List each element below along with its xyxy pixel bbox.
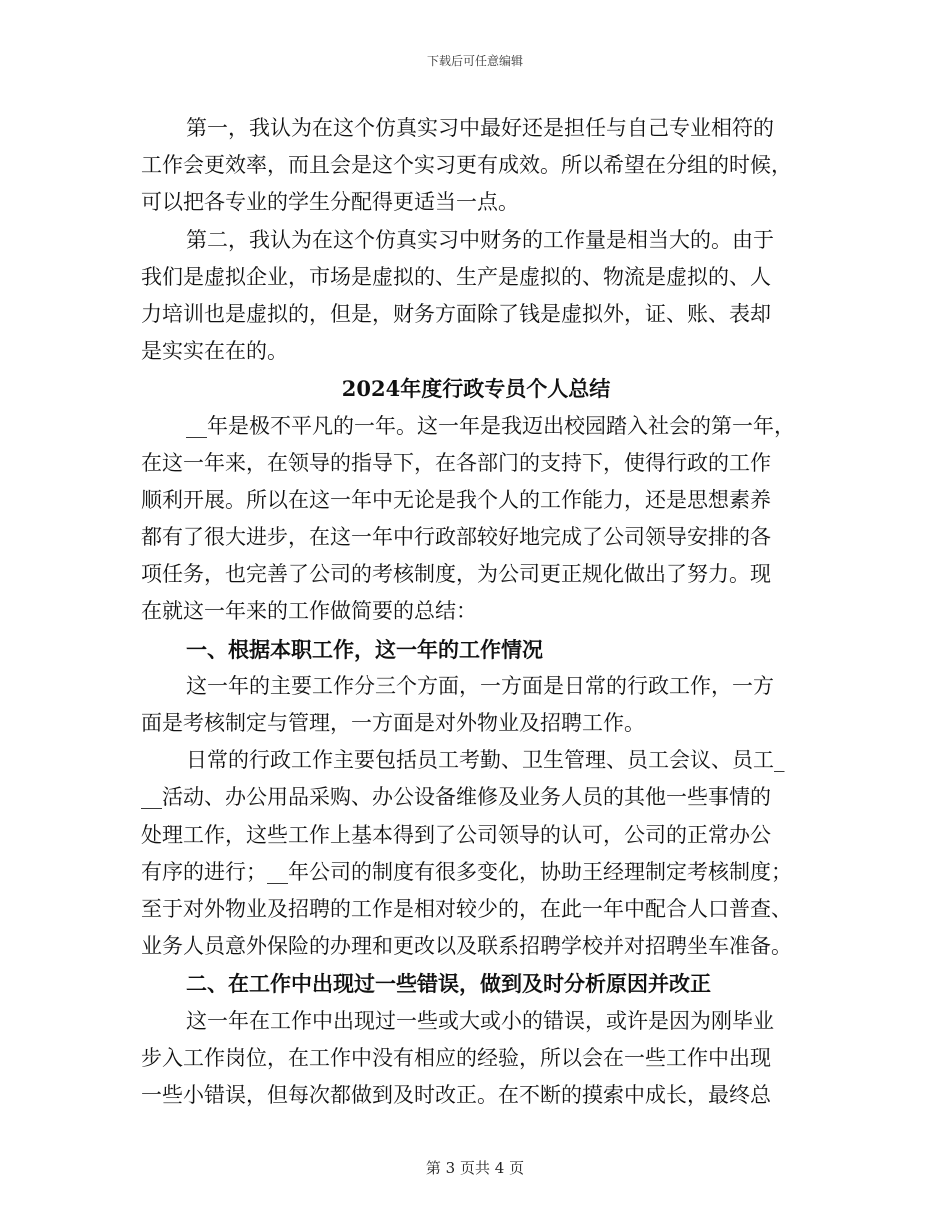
text-line: 可以把各专业的学生分配得更适当一点。	[141, 190, 519, 215]
page-number-footer: 第 3 页共 4 页	[425, 1159, 525, 1177]
section-heading: 一、根据本职工作，这一年的工作情况	[186, 636, 543, 662]
text-line: 在这一年来，在领导的指导下，在各部门的支持下，使得行政的工作	[141, 450, 771, 475]
text-line: 第二，我认为在这个仿真实习中财务的工作量是相当大的。由于	[186, 227, 774, 252]
text-line: 项任务，也完善了公司的考核制度，为公司更正规化做出了努力。现	[141, 562, 771, 587]
document-title: 2024年度行政专员个人总结	[341, 376, 611, 402]
text-line: 有序的进行；__年公司的制度有很多变化，协助王经理制定考核制度；	[141, 859, 792, 884]
text-line: 至于对外物业及招聘的工作是相对较少的，在此一年中配合人口普查、	[141, 896, 792, 921]
text-line: 业务人员意外保险的办理和更改以及联系招聘学校并对招聘坐车准备。	[141, 934, 792, 959]
text-line: 在就这一年来的工作做简要的总结：	[141, 599, 477, 624]
text-line: 一些小错误，但每次都做到及时改正。在不断的摸索中成长，最终总	[141, 1082, 771, 1107]
text-line: 力培训也是虚拟的，但是，财务方面除了钱是虚拟外，证、账、表却	[141, 301, 771, 326]
text-line: 处理工作，这些工作上基本得到了公司领导的认可，公司的正常办公	[141, 822, 771, 847]
text-line: 这一年的主要工作分三个方面，一方面是日常的行政工作，一方	[186, 673, 774, 698]
text-line: 步入工作岗位，在工作中没有相应的经验，所以会在一些工作中出现	[141, 1045, 771, 1070]
text-line: 这一年在工作中出现过一些或大或小的错误，或许是因为刚毕业	[186, 1008, 774, 1033]
text-line: 都有了很大进步，在这一年中行政部较好地完成了公司领导安排的各	[141, 525, 771, 550]
text-line: __年是极不平凡的一年。这一年是我迈出校园踏入社会的第一年，	[186, 413, 795, 438]
text-line: 面是考核制定与管理，一方面是对外物业及招聘工作。	[141, 711, 645, 735]
text-line: 日常的行政工作主要包括员工考勤、卫生管理、员工会议、员工_	[186, 748, 785, 773]
text-line: 我们是虚拟企业，市场是虚拟的、生产是虚拟的、物流是虚拟的、人	[141, 264, 771, 289]
text-line: 工作会更效率，而且会是这个实习更有成效。所以希望在分组的时候，	[141, 153, 792, 178]
text-line: 是实实在在的。	[141, 339, 288, 364]
section-heading: 二、在工作中出现过一些错误，做到及时分析原因并改正	[186, 971, 711, 997]
text-line: 顺利开展。所以在这一年中无论是我个人的工作能力，还是思想素养	[141, 487, 771, 512]
text-line: 第一，我认为在这个仿真实习中最好还是担任与自己专业相符的	[186, 116, 774, 140]
text-line: __活动、办公用品采购、办公设备维修及业务人员的其他一些事情的	[141, 785, 771, 810]
page-header: 下载后可任意编辑	[426, 54, 523, 68]
document-body	[141, 110, 811, 1114]
